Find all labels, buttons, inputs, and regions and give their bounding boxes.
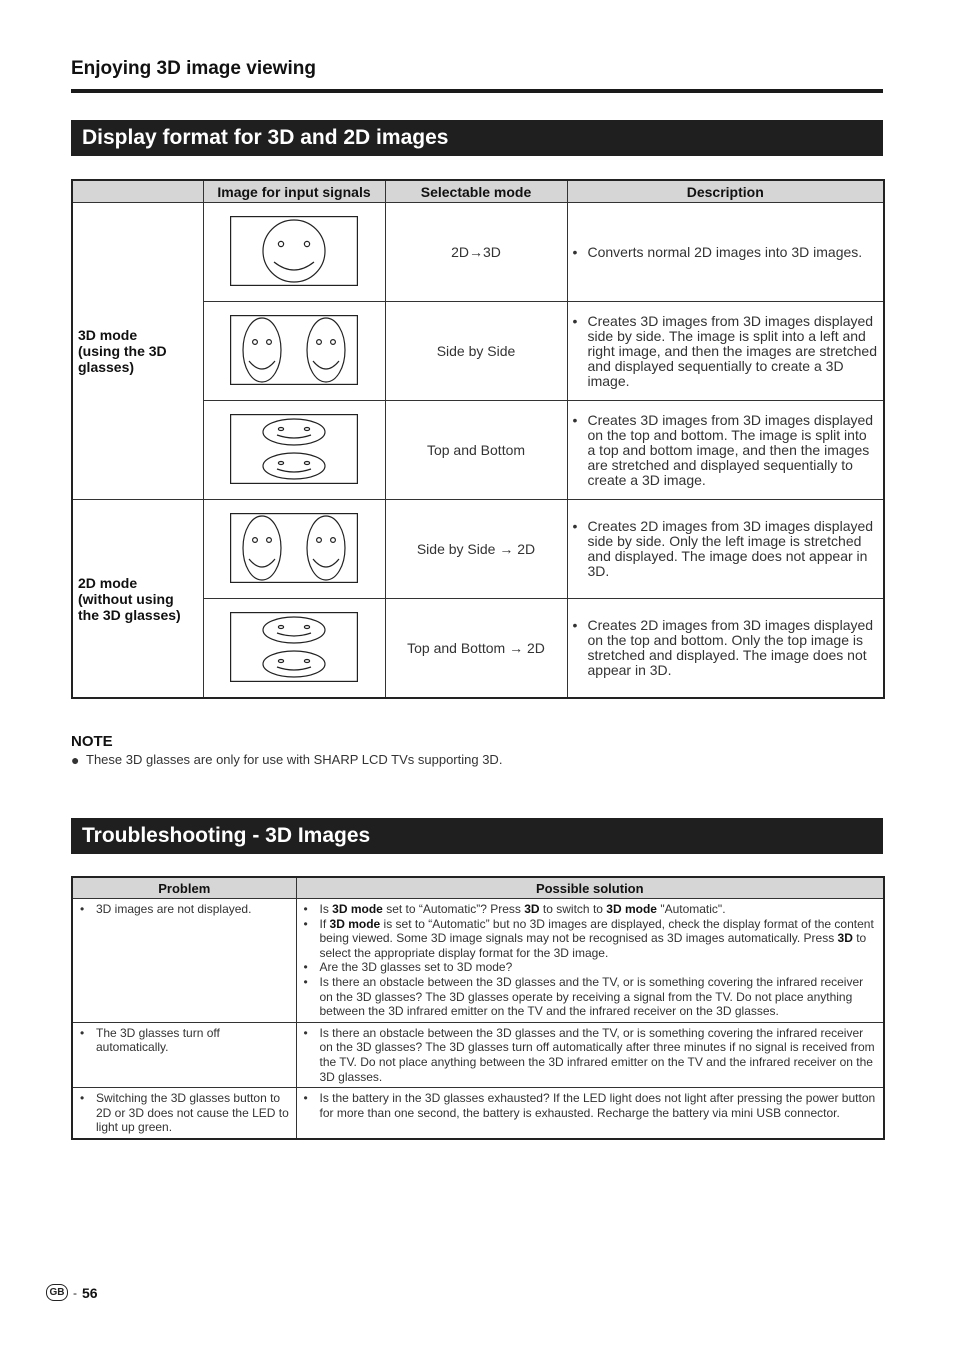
input-signal-image: [203, 302, 385, 401]
format-header-description: Description: [567, 180, 884, 203]
input-signal-image: [203, 599, 385, 699]
bullet-icon: •: [572, 617, 578, 633]
format-row: [72, 500, 884, 599]
solution-text: If 3D mode is set to “Automatic” but no 3D images are displayed, check the display format of the content being viewed. Some 3D image signals may not be recognised as 3D images automatically. Press 3D to select the appropriate display format for the 3D image.: [319, 916, 874, 960]
mode-description: [567, 203, 884, 302]
format-header-selectable: Selectable mode: [385, 180, 567, 203]
bullet-icon: ●: [71, 752, 80, 768]
troubleshooting-row: [72, 1022, 884, 1087]
page-section-title: Enjoying 3D image viewing: [71, 58, 316, 79]
solution-text: Is 3D mode set to “Automatic”? Press 3D to switch to 3D mode "Automatic".: [319, 902, 726, 916]
bullet-icon: •: [303, 974, 308, 989]
solution-text: Are the 3D glasses set to 3D mode?: [319, 960, 513, 975]
bullet-icon: •: [80, 1091, 85, 1106]
problem-cell: [72, 1088, 296, 1139]
display-format-table: [71, 179, 885, 699]
format-header-image: Image for input signals: [203, 180, 385, 203]
region-badge-icon: GB: [46, 1284, 68, 1301]
mode-label: 3D mode (using the 3D glasses): [72, 203, 203, 500]
selectable-mode: 2D→3D: [385, 203, 567, 302]
format-section-title: Display format for 3D and 2D images: [71, 120, 883, 156]
selectable-mode: Side by Side: [385, 302, 567, 401]
solution-text: Is there an obstacle between the 3D glasses and the TV, or is something covering the infrared receiver on the 3D glasses? The 3D glasses operate by receiving a signal from the TV. Do not place anything between the 3D infrared emitter on the TV and the infrared receiver on the 3D glasses.: [319, 974, 864, 1019]
page-footer: [46, 1284, 98, 1301]
description-text: Creates 3D images from 3D images displayed on the top and bottom. The image is split into a top and bottom image, and then the images are stretched and displayed sequentially to create a 3D image.: [587, 411, 874, 488]
header-rule: [71, 89, 883, 93]
troubleshooting-section-title: Troubleshooting - 3D Images: [71, 818, 883, 854]
problem-text: 3D images are not displayed.: [96, 902, 252, 916]
bullet-icon: •: [303, 1025, 308, 1040]
solution-cell: [296, 899, 884, 1023]
bullet-icon: •: [572, 312, 578, 329]
bullet-icon: •: [80, 902, 85, 916]
mode-description: [567, 599, 884, 699]
mode-description: [567, 401, 884, 500]
side-by-side-faces-icon: [230, 315, 358, 388]
selectable-mode: Top and Bottom: [385, 401, 567, 500]
bullet-icon: •: [572, 518, 578, 534]
top-bottom-faces-icon: [230, 612, 358, 685]
bullet-icon: •: [572, 243, 578, 260]
mode-description: [567, 500, 884, 599]
top-bottom-faces-icon: [230, 414, 358, 487]
selectable-mode: Side by Side → 2D: [385, 500, 567, 599]
description-text: Creates 3D images from 3D images displayed side by side. The image is split into a left and right image, and then the images are stretched and displayed sequentially to create a 3D image.: [587, 312, 878, 389]
bullet-icon: •: [303, 916, 308, 931]
mode-description: [567, 302, 884, 401]
solution-text: Is there an obstacle between the 3D glasses and the TV, or is something covering the infrared receiver on the 3D glasses? The 3D glasses turn off automatically after three minutes if no signal is received from the TV. Do not place anything between the 3D infrared emitter on the TV and the infrared receiver on the 3D glasses.: [319, 1025, 875, 1084]
input-signal-image: [203, 203, 385, 302]
problem-text: The 3D glasses turn off automatically.: [96, 1025, 220, 1055]
selectable-mode: Top and Bottom → 2D: [385, 599, 567, 699]
mode-label: 2D mode (without using the 3D glasses): [72, 500, 203, 699]
note-text: These 3D glasses are only for use with SHARP LCD TVs supporting 3D.: [86, 752, 503, 767]
bullet-icon: •: [303, 1091, 308, 1106]
side-by-side-faces-icon: [230, 513, 358, 586]
format-header-blank: [72, 180, 203, 203]
bullet-icon: •: [80, 1025, 85, 1040]
solution-text: Is the battery in the 3D glasses exhausted? If the LED light does not light after pressing the power button for more than one second, the battery is exhausted. Recharge the battery via mini USB connector.: [319, 1091, 876, 1120]
single-face-icon: [230, 216, 358, 289]
description-text: Creates 2D images from 3D images displayed on the top and bottom. Only the top image is stretched and displayed. The image does not appear in 3D.: [587, 617, 874, 678]
description-text: Converts normal 2D images into 3D images.: [587, 243, 863, 260]
problem-cell: [72, 1022, 296, 1087]
problem-text: Switching the 3D glasses button to 2D or 3D does not cause the LED to light up green.: [96, 1091, 289, 1135]
troubleshooting-row: [72, 1088, 884, 1139]
note-title: NOTE: [71, 733, 113, 750]
solution-cell: [296, 1088, 884, 1139]
bullet-icon: •: [303, 960, 308, 975]
troubleshooting-row: [72, 899, 884, 1023]
footer-separator: -: [73, 1285, 77, 1300]
ts-header-solution: Possible solution: [296, 877, 884, 899]
bullet-icon: •: [303, 902, 308, 916]
note-item: [71, 752, 502, 768]
bullet-icon: •: [572, 411, 578, 428]
troubleshooting-table: [71, 876, 885, 1140]
solution-cell: [296, 1022, 884, 1087]
ts-header-problem: Problem: [72, 877, 296, 899]
input-signal-image: [203, 500, 385, 599]
input-signal-image: [203, 401, 385, 500]
page-number: 56: [82, 1284, 98, 1301]
problem-cell: [72, 899, 296, 1023]
description-text: Creates 2D images from 3D images displayed side by side. Only the left image is stretched and displayed. The image does not appear in 3D.: [587, 518, 874, 579]
format-row: [72, 203, 884, 302]
